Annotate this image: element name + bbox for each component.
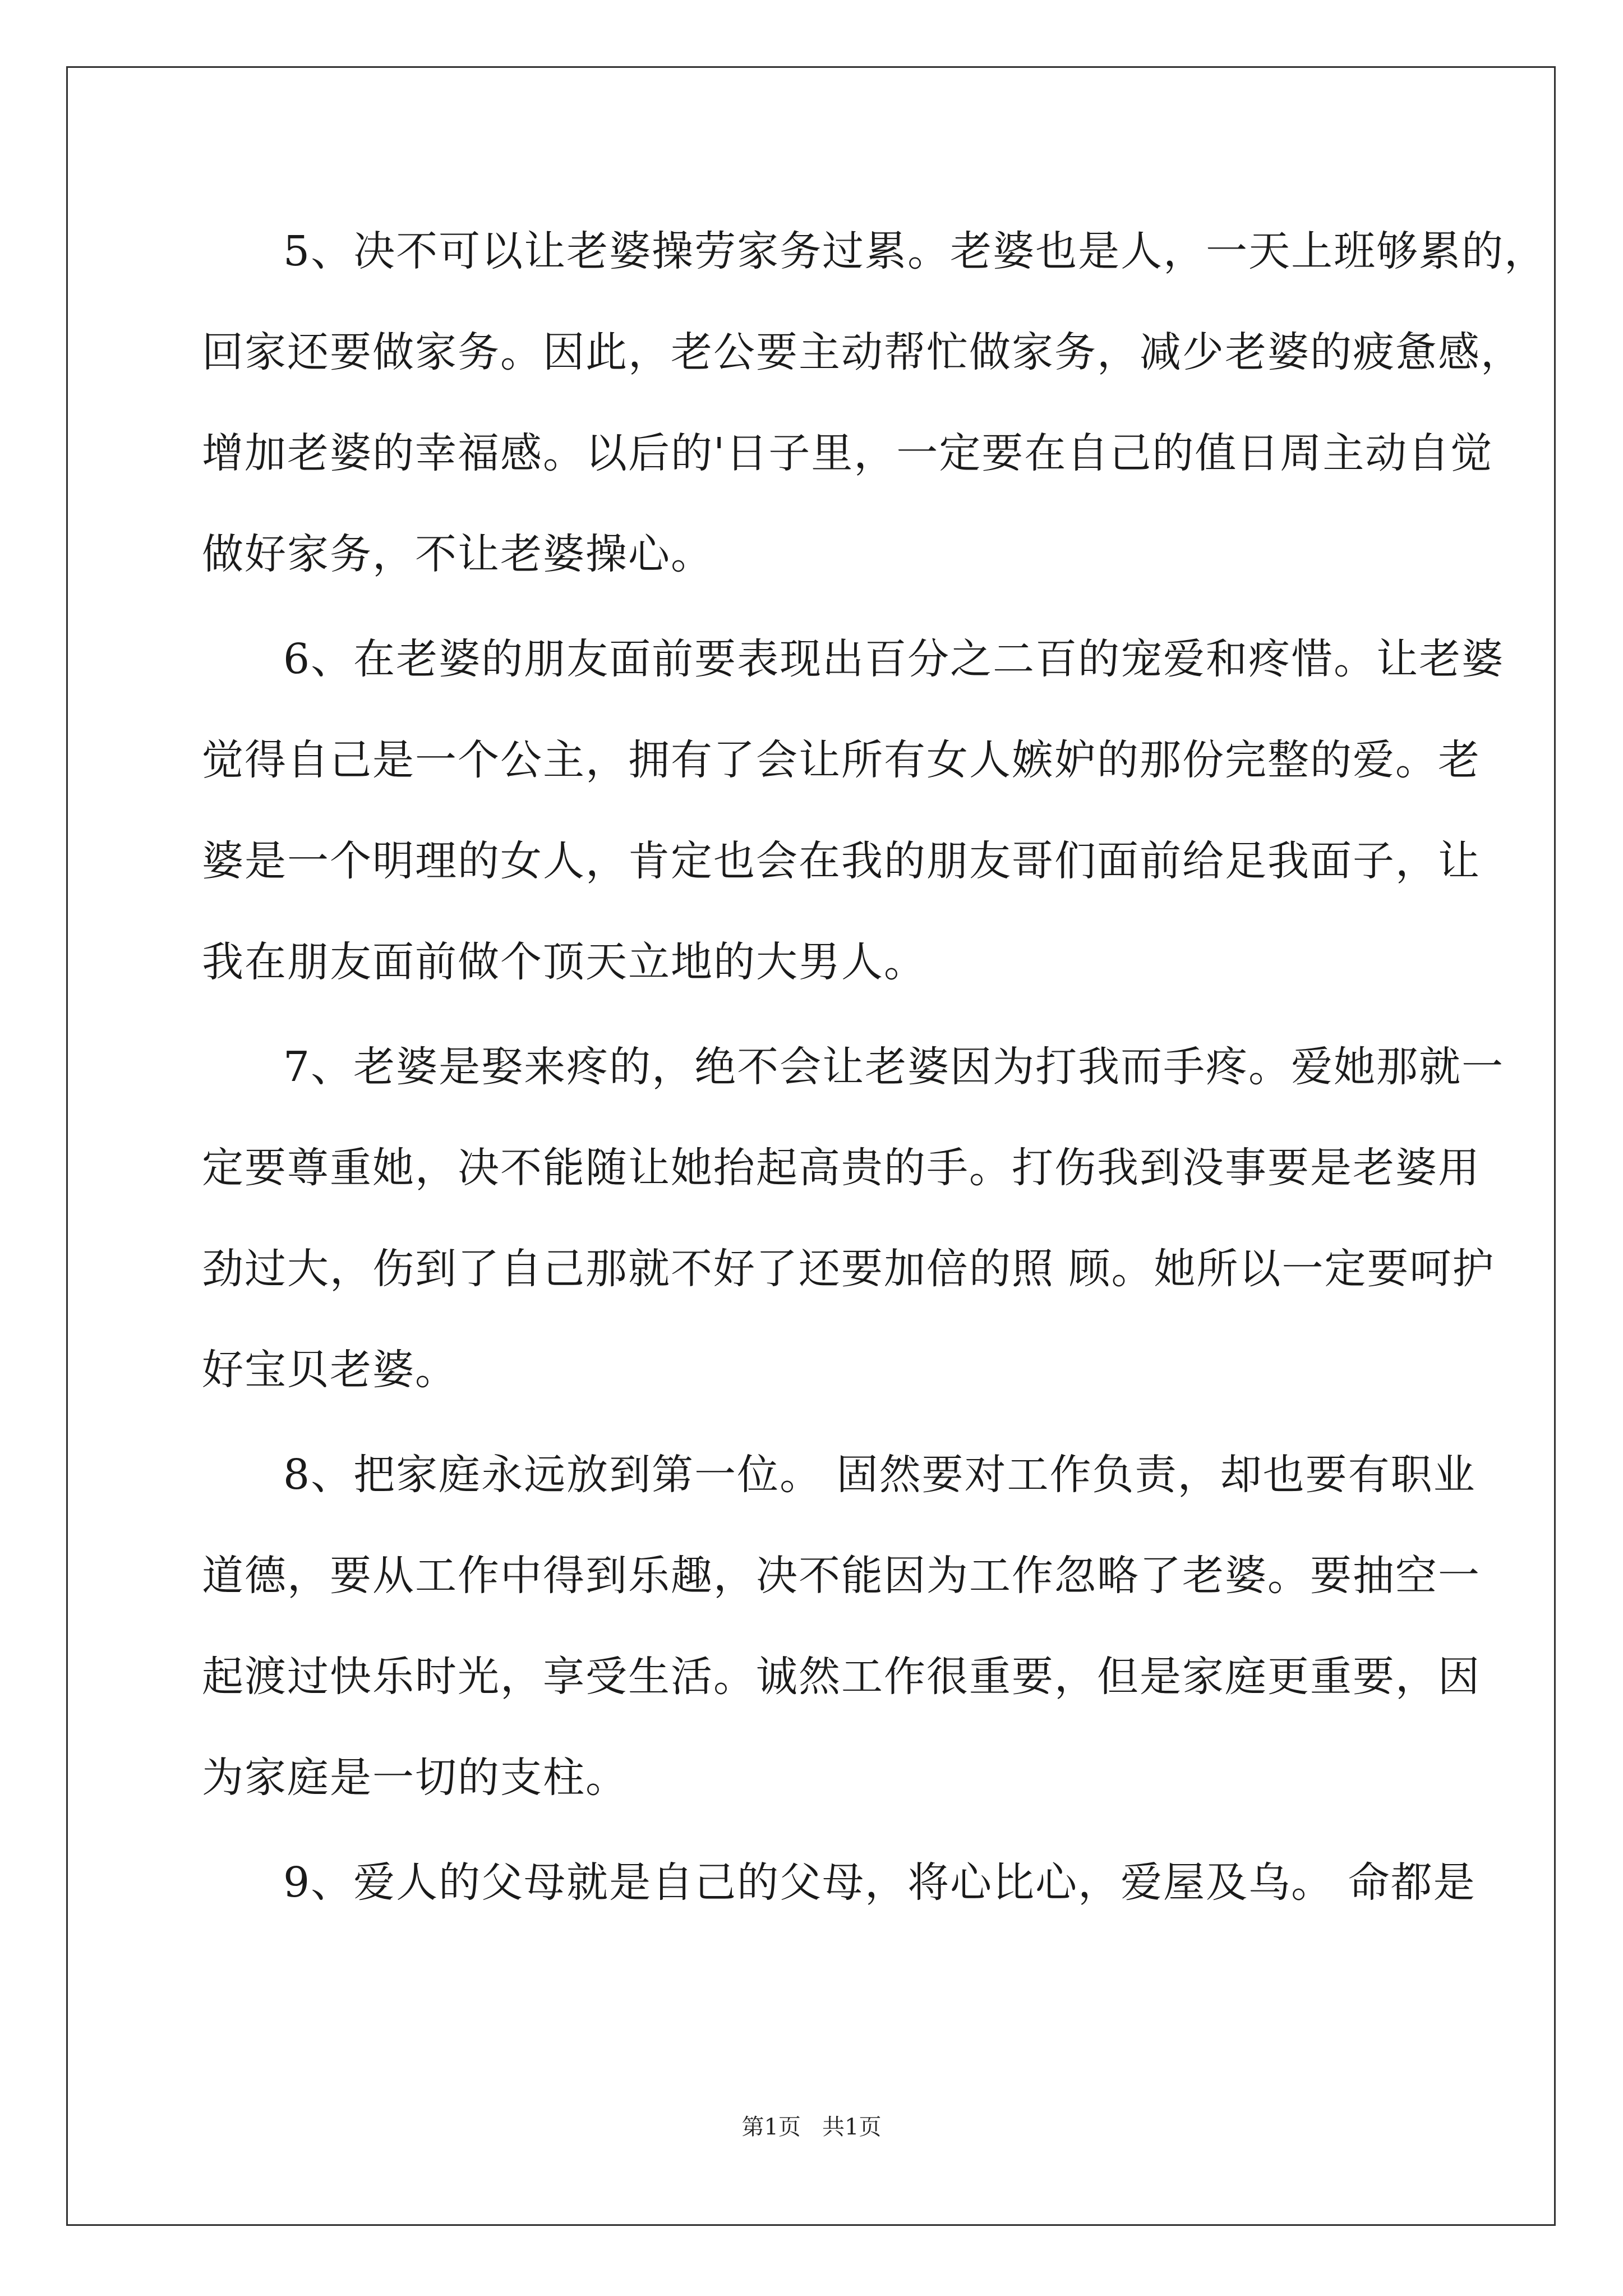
paragraph-5-line-2: 回家还要做家务。因此，老公要主动帮忙做家务，减少老婆的疲惫感， (202, 328, 1523, 376)
paragraph-8-line-3: 起渡过快乐时光，享受生活。诚然工作很重要，但是家庭更重要，因 (202, 1653, 1481, 1701)
paragraph-6-line-3: 婆是一个明理的女人，肯定也会在我的朋友哥们面前给足我面子，让 (202, 837, 1481, 885)
paragraph-9-line-1: 9、爱人的父母就是自己的父母，将心比心，爱屋及乌。 命都是 (283, 1858, 1476, 1907)
paragraph-7-line-3: 劲过大，伤到了自己那就不好了还要加倍的照 顾。她所以一定要呵护 (202, 1245, 1495, 1293)
page-footer: 第1页 共1页 (741, 2114, 882, 2140)
paragraph-8-line-1: 8、把家庭永远放到第一位。 固然要对工作负责，却也要有职业 (283, 1451, 1476, 1499)
paragraph-6-line-2: 觉得自己是一个公主，拥有了会让所有女人嫉妒的那份完整的爱。老 (202, 736, 1481, 784)
paragraph-8-line-2: 道德，要从工作中得到乐趣，决不能因为工作忽略了老婆。要抽空一 (202, 1552, 1481, 1600)
paragraph-6-line-4: 我在朋友面前做个顶天立地的大男人。 (202, 938, 926, 986)
paragraph-7-line-4: 好宝贝老婆。 (202, 1346, 458, 1394)
paragraph-5-line-3: 增加老婆的幸福感。以后的'日子里，一定要在自己的值日周主动自觉 (202, 429, 1493, 477)
paragraph-6-line-1: 6、在老婆的朋友面前要表现出百分之二百的宠爱和疼惜。让老婆 (283, 635, 1505, 683)
paragraph-7-line-1: 7、老婆是娶来疼的，绝不会让老婆因为打我而手疼。爱她那就一 (283, 1043, 1505, 1091)
paragraph-7-line-2: 定要尊重她，决不能随让她抬起高贵的手。打伤我到没事要是老婆用 (202, 1144, 1481, 1192)
paragraph-5-line-4: 做好家务，不让老婆操心。 (202, 530, 713, 578)
paragraph-5-line-1: 5、决不可以让老婆操劳家务过累。老婆也是人，一天上班够累的， (283, 227, 1547, 275)
paragraph-8-line-4: 为家庭是一切的支柱。 (202, 1754, 628, 1802)
